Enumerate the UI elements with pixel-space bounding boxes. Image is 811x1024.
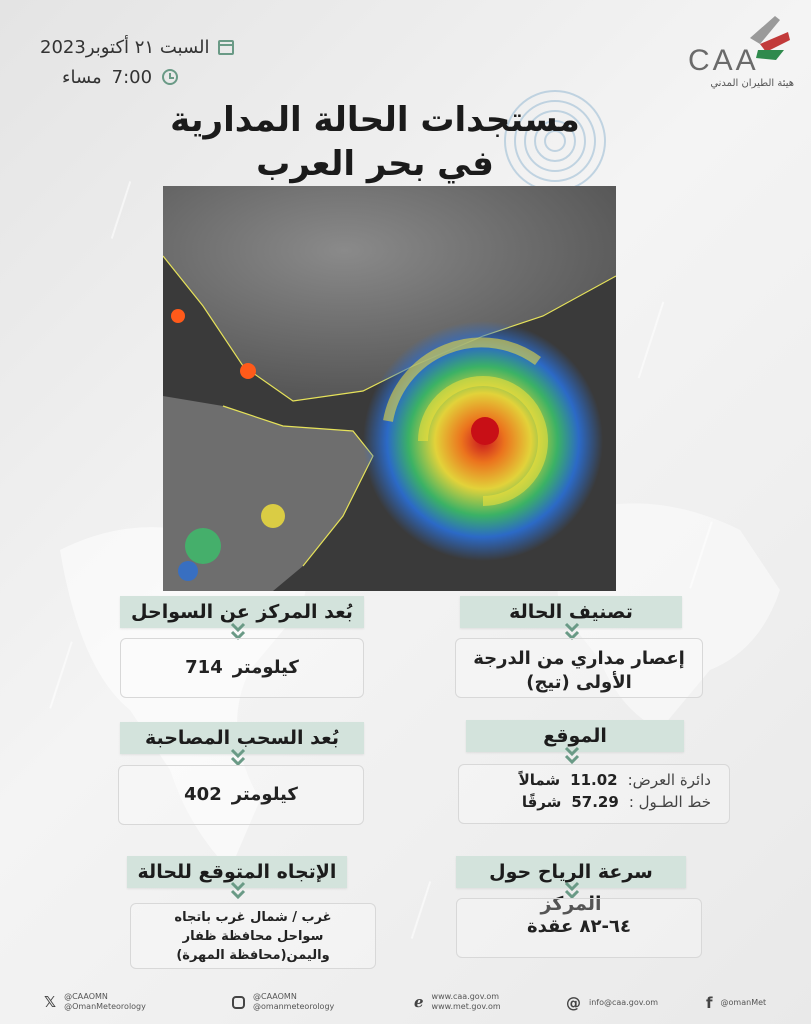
website-2: www.met.gov.om xyxy=(431,1002,501,1011)
classification-value: إعصار مداري من الدرجة الأولى (تيج) xyxy=(473,648,685,693)
cloud-distance-number: 402 xyxy=(184,784,222,805)
page-title xyxy=(150,98,600,186)
location-box xyxy=(458,764,730,824)
footer-social xyxy=(0,988,811,1024)
longitude-direction: شرقًا xyxy=(521,793,562,811)
background-streak xyxy=(638,302,665,379)
latitude-direction: شمالاً xyxy=(518,771,561,789)
location-heading: الموقع xyxy=(466,720,684,752)
title-line-1: مستجدات الحالة المدارية xyxy=(170,100,580,140)
wind-speed-heading: سرعة الرياح حول المركز xyxy=(456,856,686,888)
time-row xyxy=(62,66,178,88)
distance-coast-unit: كيلومتر xyxy=(232,657,299,678)
time-value: 7:00 xyxy=(111,66,153,88)
direction-line-1: غرب / شمال غرب باتجاه xyxy=(174,910,332,925)
logo-text: CAA xyxy=(688,44,759,77)
calendar-icon xyxy=(218,40,234,55)
longitude-row xyxy=(459,793,711,811)
time-period: مساء xyxy=(62,66,102,88)
x-handle-1: @CAAOMN xyxy=(64,992,108,1001)
date-row xyxy=(40,36,234,58)
website-1: www.caa.gov.om xyxy=(431,992,500,1001)
cloud-distance-heading: بُعد السحب المصاحبة xyxy=(120,722,364,754)
footer-instagram[interactable] xyxy=(232,992,334,1012)
footer-x[interactable] xyxy=(44,992,146,1012)
cloud-distance-unit: كيلومتر xyxy=(231,784,298,805)
email-text: info@caa.gov.om xyxy=(589,998,659,1007)
globe-icon: ℯ xyxy=(414,993,424,1011)
logo-subtitle: هيئة الطيران المدني xyxy=(710,78,794,89)
wind-speed-box xyxy=(456,898,702,958)
clock-icon xyxy=(162,69,178,85)
footer-email[interactable] xyxy=(566,994,658,1012)
longitude-value: 57.29 xyxy=(571,793,619,811)
classification-heading: تصنيف الحالة xyxy=(460,596,682,628)
longitude-label: خط الطـول : xyxy=(628,793,711,811)
title-line-2: في بحر العرب xyxy=(256,144,494,184)
wind-speed-value: ٦٤-٨٢ عقدة xyxy=(527,916,631,937)
footer-facebook[interactable] xyxy=(706,994,766,1012)
x-icon: 𝕏 xyxy=(44,993,57,1011)
latitude-value: 11.02 xyxy=(570,771,618,789)
direction-box xyxy=(130,903,376,969)
instagram-icon xyxy=(232,996,245,1009)
direction-line-3: واليمن(محافظة المهرة) xyxy=(176,948,330,963)
direction-line-2: سواحل محافظة ظفار xyxy=(182,929,324,944)
facebook-icon: f xyxy=(706,994,713,1012)
footer-website[interactable] xyxy=(414,992,501,1012)
distance-coast-heading: بُعد المركز عن السواحل xyxy=(120,596,364,628)
x-handle-2: @OmanMeteorology xyxy=(64,1002,146,1011)
cloud-distance-box xyxy=(118,765,364,825)
date-text: السبت ٢١ أكتوبر2023 xyxy=(40,36,210,58)
instagram-handle-2: @omanmeteorology xyxy=(253,1002,335,1011)
distance-coast-number: 714 xyxy=(185,657,223,678)
satellite-image xyxy=(163,186,616,591)
direction-heading: الإتجاه المتوقع للحالة xyxy=(127,856,347,888)
distance-coast-box xyxy=(120,638,364,698)
background-streak xyxy=(111,181,131,239)
latitude-row xyxy=(459,771,711,789)
instagram-handle-1: @CAAOMN xyxy=(253,992,297,1001)
at-icon: @ xyxy=(566,994,581,1012)
facebook-handle: @omanMet xyxy=(720,998,767,1007)
classification-box xyxy=(455,638,703,698)
latitude-label: دائرة العرض: xyxy=(627,771,711,789)
